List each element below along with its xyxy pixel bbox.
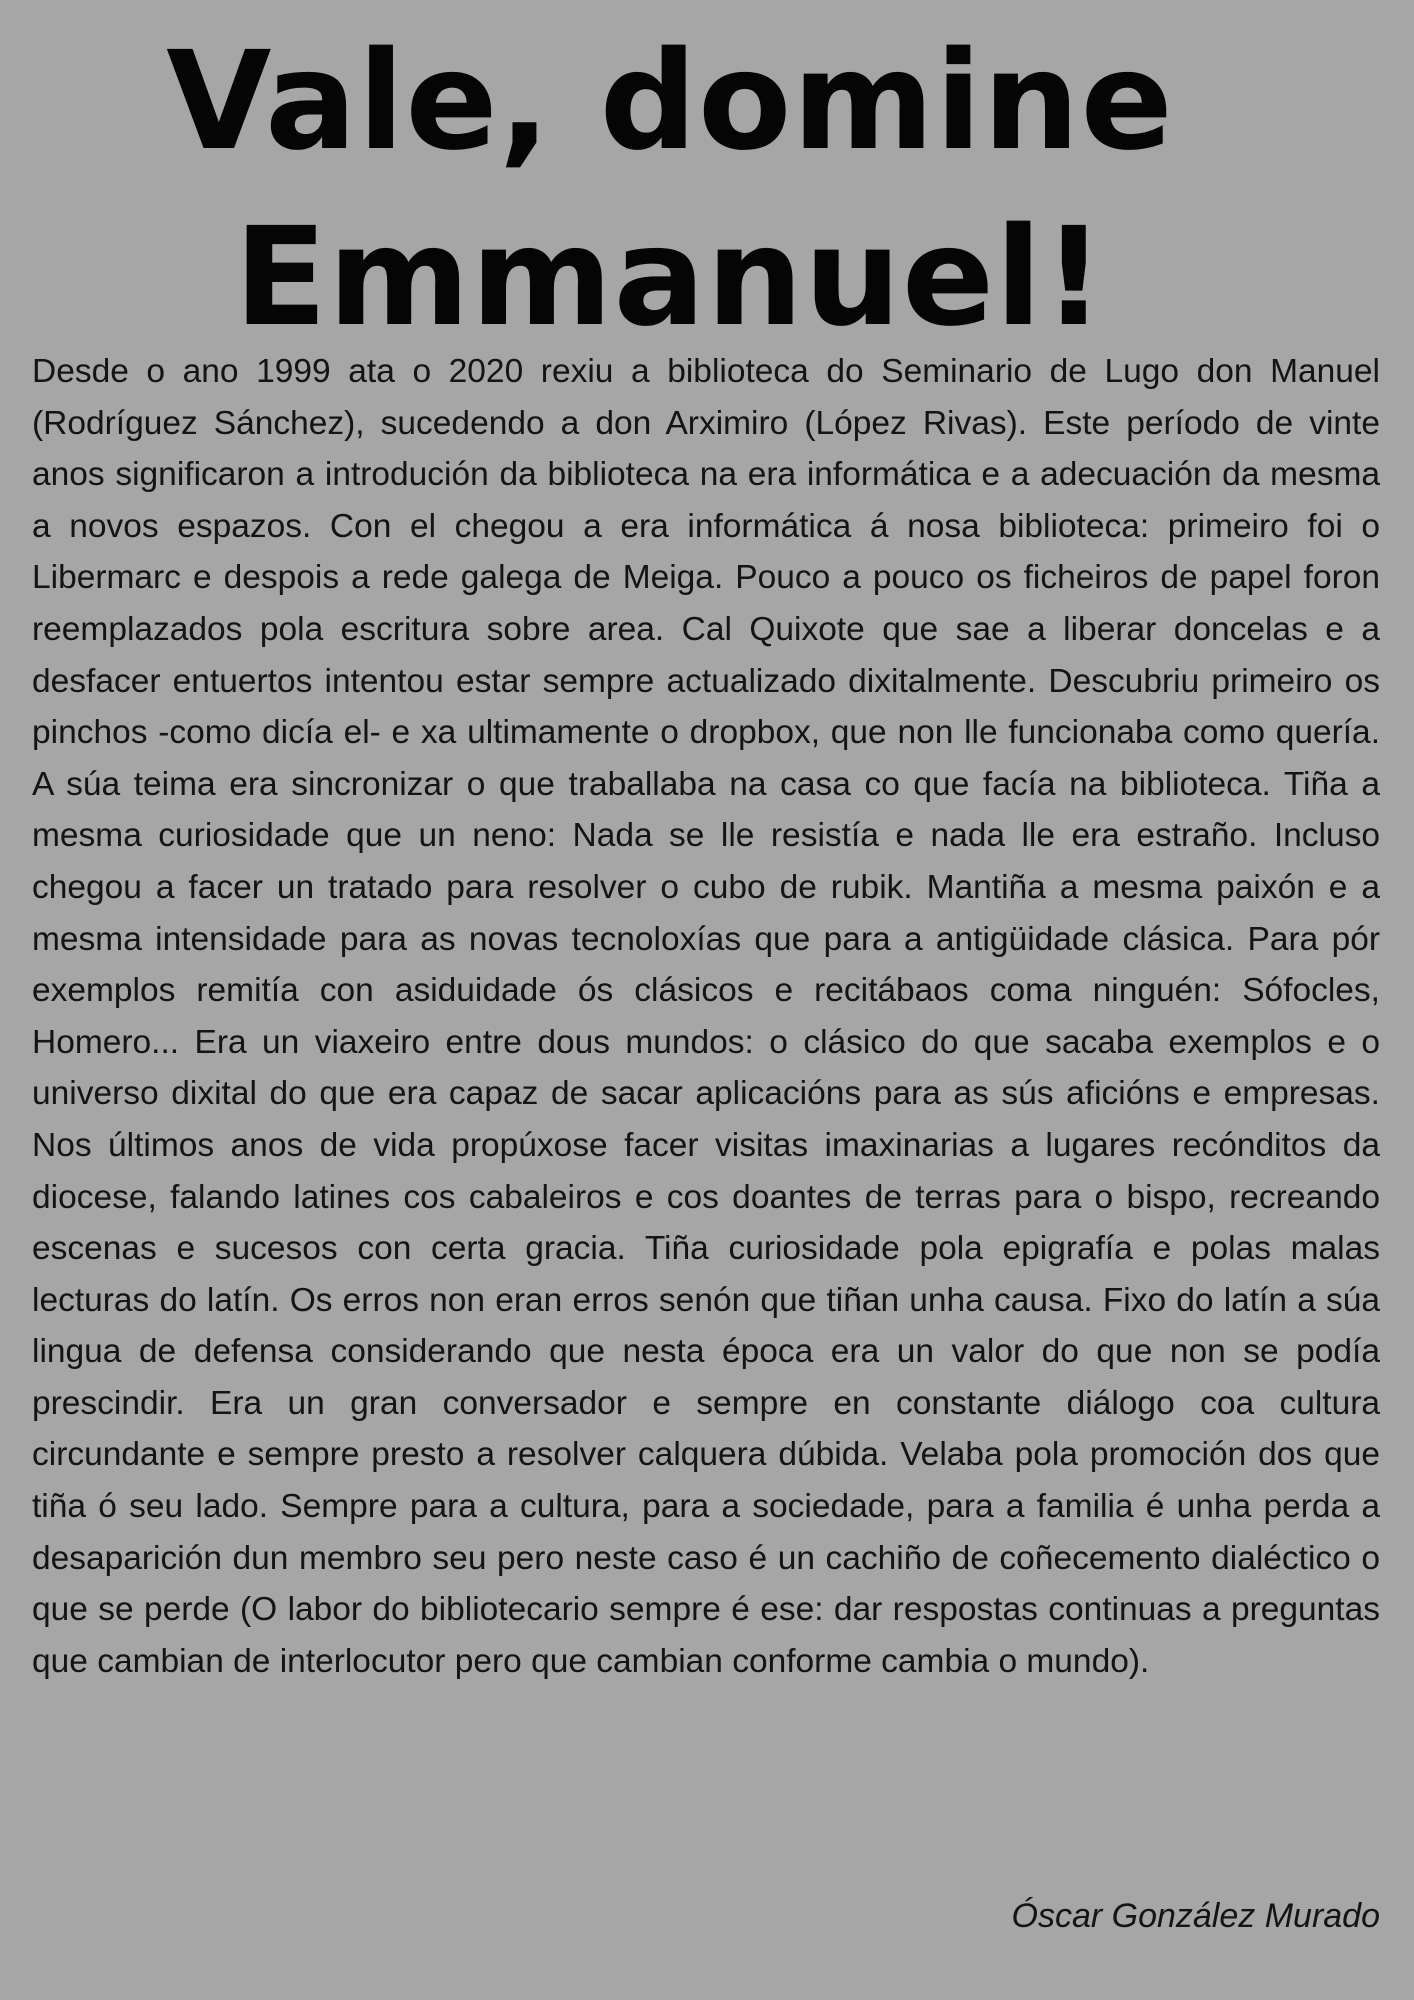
article-body: Desde o ano 1999 ata o 2020 rexiu a biblioteca do Seminario de Lugo don Manuel (Rodríguez Sánchez), sucedendo a don Arximiro (López Rivas). Este período de vinte anos significaron a introdución da biblioteca na era informática e a adecuación da mesma a novos espazos. Con el chegou a era informática á nosa biblioteca: primeiro foi o Libermarc e despois a rede galega de Meiga. Pouco a pouco os ficheiros de papel foron reemplazados pola escritura sobre area. Cal Quixote que sae a liberar doncelas e a desfacer entuertos intentou estar sempre actualizado dixitalmente. Descubriu primeiro os pinchos -como dicía el- e xa ultimamente o dropbox, que non lle funcionaba como quería. A súa teima era sincronizar o que traballaba na casa co que facía na biblioteca. Tiña a mesma curiosidade que un neno: Nada se lle resistía e nada lle era estraño. Incluso chegou a facer un tratado para resolver o cubo de rubik. Mantiña a mesma paixón e a mesma intensidade para as novas tecnoloxías que para a antigüidade clásica. Para pór exemplos remitía con asiduidade ós clásicos e recitábaos coma ninguén: Sófocles, Homero... Era un viaxeiro entre dous mundos: o clásico do que sacaba exemplos e o universo dixital do que era capaz de sacar aplicacións para as sús aficións e empresas. Nos últimos anos de vida propúxose facer visitas imaxinarias a lugares recónditos da diocese, falando latines cos cabaleiros e cos doantes de terras para o bispo, recreando escenas e sucesos con certa gracia. Tiña curiosidade pola epigrafía e polas malas lecturas do latín. Os erros non eran erros senón que tiñan unha causa. Fixo do latín a súa lingua de defensa considerando que nesta época era un valor do que non se podía prescindir. Era un gran conversador e sempre en constante diálogo coa cultura circundante e sempre presto a resolver calquera dúbida. Velaba pola promoción dos que tiña ó seu lado. Sempre para a cultura, para a sociedade, para a familia é unha perda a desaparición dun membro seu pero neste caso é un cachiño de coñecemento dialéctico o que se perde (O labor do bibliotecario sempre é ese: dar respostas continuas a preguntas que cambian de interlocutor pero que cambian conforme cambia o mundo).	[32, 353, 1380, 1680]
article-title-line-1: Vale, domine	[166, 23, 1174, 181]
article-title	[0, 14, 1340, 366]
article-title-line-2: Emmanuel!	[234, 199, 1106, 357]
article-author: Óscar González Murado	[1011, 1897, 1380, 1935]
